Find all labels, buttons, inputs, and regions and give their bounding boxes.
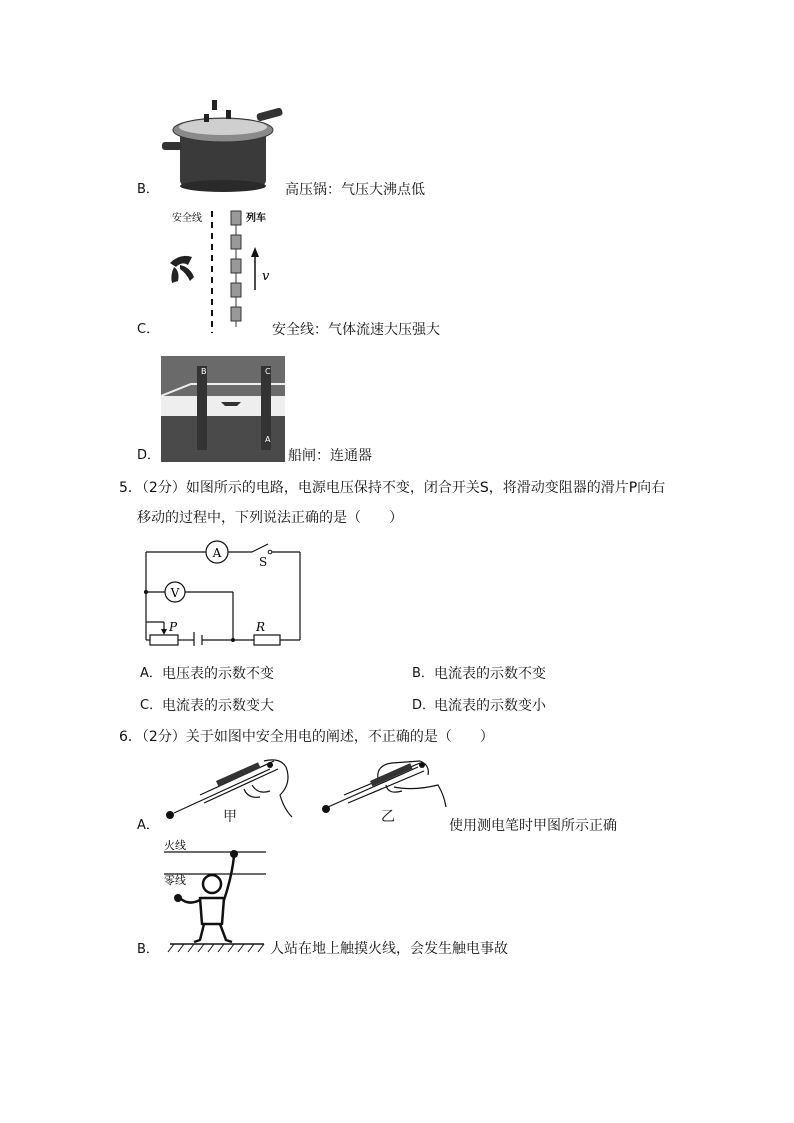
option-letter: B． bbox=[137, 942, 159, 957]
option-text: 电压表的示数不变 bbox=[162, 666, 274, 682]
option-text: 安全线：气体流速大压强大 bbox=[272, 322, 440, 338]
slider-label: P bbox=[169, 620, 178, 634]
neutral-wire-label: 零线 bbox=[164, 874, 186, 887]
train-label: 列车 bbox=[246, 213, 266, 224]
safety-line-diagram bbox=[160, 205, 280, 335]
ship-lock-image bbox=[161, 356, 285, 462]
option-text: 使用测电笔时甲图所示正确 bbox=[449, 818, 617, 834]
label-b: B bbox=[201, 367, 207, 376]
figure-label-yi: 乙 bbox=[381, 809, 395, 825]
option-text: 高压锅：气压大沸点低 bbox=[285, 182, 425, 198]
question-stem: 5．（2分）如图所示的电路，电源电压保持不变，闭合开关S，将滑动变阻器的滑片P向右 bbox=[119, 480, 666, 496]
safety-line-label: 安全线 bbox=[172, 213, 202, 224]
figure-label-jia: 甲 bbox=[223, 809, 237, 825]
label-c: C bbox=[265, 367, 271, 376]
test-pen-yi-image bbox=[318, 755, 448, 815]
voltmeter-label: V bbox=[170, 586, 180, 600]
live-wire-label: 火线 bbox=[164, 839, 186, 852]
option-letter: C． bbox=[137, 322, 160, 337]
option-letter: A． bbox=[140, 666, 162, 681]
option-text: 电流表的示数变小 bbox=[434, 698, 546, 714]
option-text: 船闸：连通器 bbox=[288, 448, 372, 464]
option-letter: B． bbox=[137, 182, 159, 197]
person-icon bbox=[180, 856, 234, 942]
option-text: 人站在地上触摸火线，会发生触电事故 bbox=[270, 941, 508, 957]
option-text: 电流表的示数不变 bbox=[434, 666, 546, 682]
option-letter: D． bbox=[137, 448, 161, 463]
pressure-cooker-image bbox=[160, 96, 285, 194]
train-carriages bbox=[231, 211, 241, 327]
circuit-diagram bbox=[140, 540, 305, 646]
option-letter: A． bbox=[137, 818, 159, 833]
electric-shock-diagram bbox=[160, 836, 270, 954]
velocity-label: v bbox=[262, 269, 270, 284]
person-icon bbox=[170, 256, 194, 283]
switch-label: S bbox=[259, 555, 268, 569]
ammeter-label: A bbox=[212, 546, 222, 560]
option-text: 电流表的示数变大 bbox=[162, 698, 274, 714]
question-stem: 6．（2分）关于如图中安全用电的阐述，不正确的是（ ） bbox=[119, 729, 494, 745]
option-letter: D． bbox=[412, 698, 436, 713]
resistor-label: R bbox=[256, 620, 266, 634]
option-letter: C． bbox=[140, 698, 163, 713]
option-letter: B． bbox=[412, 666, 434, 681]
question-stem-cont: 移动的过程中，下列说法正确的是（ ） bbox=[137, 510, 403, 526]
label-a: A bbox=[265, 435, 271, 444]
